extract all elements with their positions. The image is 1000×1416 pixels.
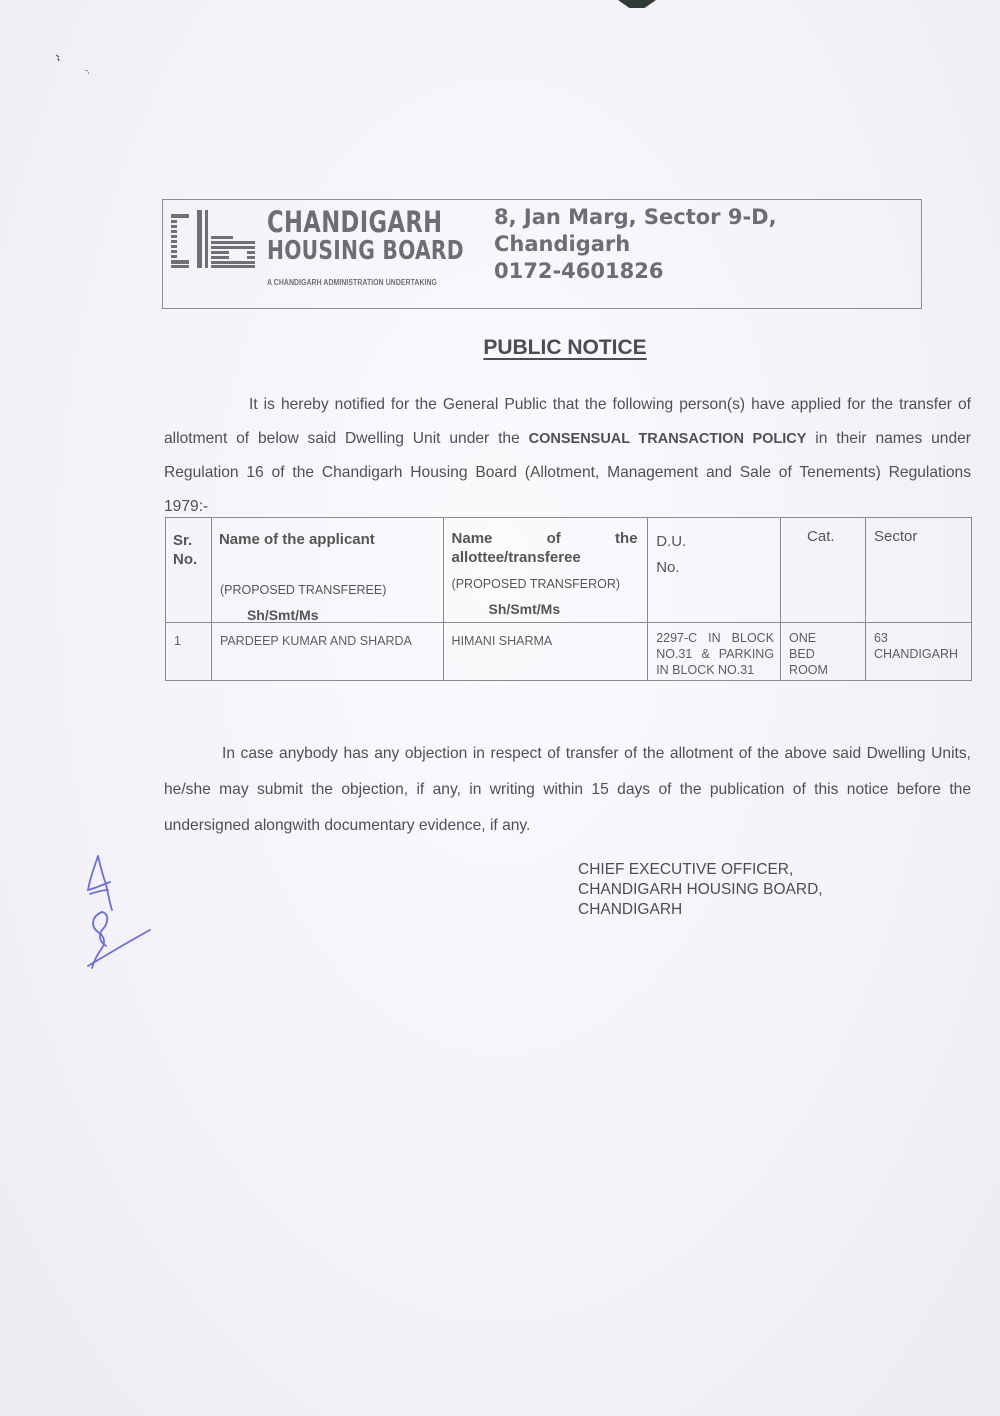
header-allottee-label: Name of the allottee/transferee (451, 530, 638, 566)
org-tagline: A CHANDIGARH ADMINISTRATION UNDERTAKING (267, 278, 437, 287)
header-cat (781, 518, 866, 623)
header-cat-label: Cat. (807, 528, 835, 545)
cell-applicant: PARDEEP KUMAR AND SHARDA (219, 634, 412, 648)
header-allottee (443, 518, 648, 623)
header-applicant-label: Name of the applicant (218, 531, 375, 548)
header-du-no (648, 518, 781, 623)
cell-allottee: HIMANI SHARMA (451, 634, 553, 648)
header-allottee-title: Sh/Smt/Ms (488, 601, 561, 617)
cell-du-no: 2297-C IN BLOCK NO.31 & PARKING IN BLOCK NO.31 (656, 631, 775, 677)
header-sr-no (166, 518, 212, 623)
chb-logo-icon (171, 210, 263, 270)
intro-paragraph (164, 388, 971, 524)
header-sector-label: Sector (873, 528, 918, 545)
signatory-line3: CHANDIGARH (578, 901, 683, 918)
table-header-row (166, 518, 972, 623)
header-applicant (211, 518, 443, 623)
transfer-table (165, 517, 972, 681)
signatory-line1: CHIEF EXECUTIVE OFFICER, (578, 861, 794, 878)
address-line1: 8, Jan Marg, Sector 9-D, (494, 205, 777, 229)
org-address (494, 204, 777, 285)
scan-specks (52, 52, 102, 82)
header-allottee-sub: (PROPOSED TRANSFEROR) (451, 577, 621, 591)
objection-paragraph: In case anybody has any objection in respect of transfer of the allotment of the above said Dwelling Units, he/she may submit the objection, if any, in writing within 15 days of the publication of this notice before the undersigned alongwith documentary evidence, if any. (164, 745, 971, 834)
cell-sr-no: 1 (174, 634, 181, 648)
phone-number: 0172-4601826 (494, 259, 664, 283)
handwritten-initials (80, 850, 160, 975)
cell-sector: 63 CHANDIGARH (873, 631, 959, 661)
org-name-line1: CHANDIGARH (267, 205, 443, 239)
notice-title: PUBLIC NOTICE (483, 336, 647, 359)
cell-category: ONE BED ROOM (789, 631, 828, 677)
header-applicant-sub: (PROPOSED TRANSFEREE) (219, 583, 387, 597)
address-line2: Chandigarh (494, 232, 631, 256)
policy-name: CONSENSUAL TRANSACTION POLICY (528, 431, 807, 447)
intro-text-part2: in their names under Regulation 16 of the Chandigarh Housing Board (Allotment, Management and Sale of Tenements) Regulations 1979:- (164, 430, 971, 515)
signatory-line2: CHANDIGARH HOUSING BOARD, (578, 881, 823, 898)
signatory-block (578, 860, 823, 920)
header-sector (865, 518, 971, 623)
table-row (166, 623, 972, 681)
header-applicant-title: Sh/Smt/Ms (246, 607, 319, 623)
letterhead (162, 199, 922, 309)
header-sr-no-label: Sr. No. (173, 532, 198, 568)
org-name (267, 206, 464, 264)
intro-text-part1: It is hereby notified for the General Public that the following person(s) have applied for the transfer of allotment of below said Dwelling Unit under the (164, 396, 971, 447)
org-name-line2: HOUSING BOARD (267, 236, 464, 266)
header-du-no-label: D.U. No. (656, 533, 687, 576)
